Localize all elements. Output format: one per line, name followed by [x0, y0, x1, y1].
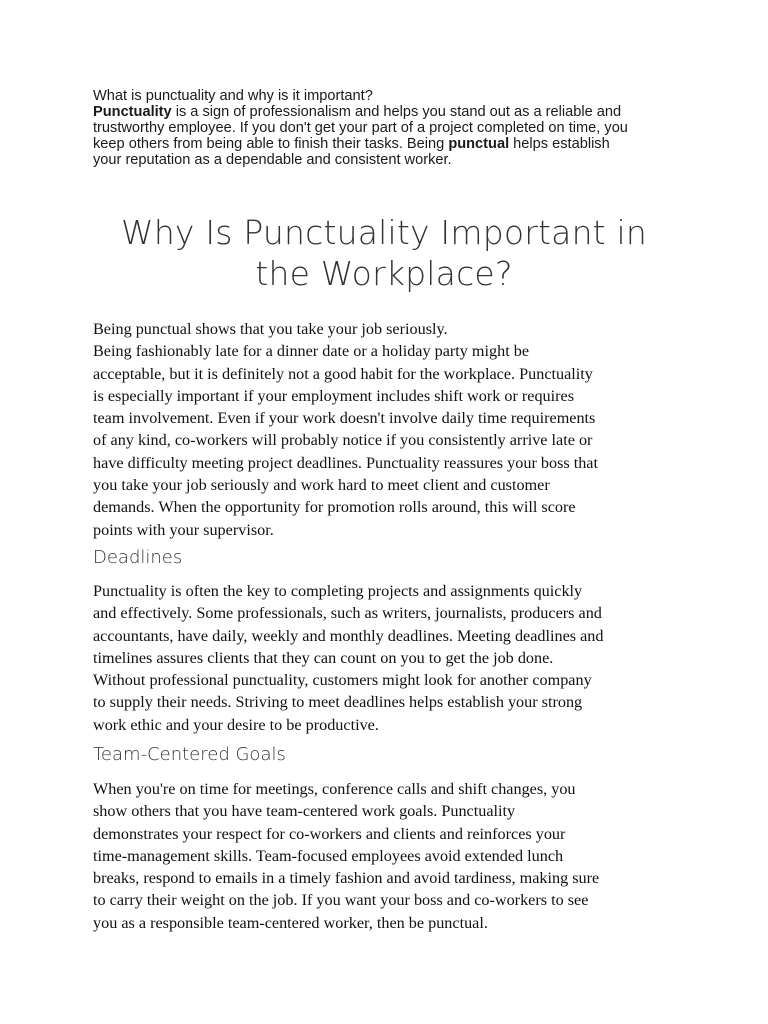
intro-line: trustworthy employee. If you don't get your part of a project completed on time, you	[93, 120, 628, 136]
paragraph-line: show others that you have team-centered work goals. Punctuality	[93, 802, 516, 821]
paragraph-line: you as a responsible team-centered worker, then be punctual.	[93, 913, 488, 932]
paragraph-line: Punctuality is often the key to completing projects and assignments quickly	[93, 582, 583, 600]
paragraph-line: demands. When the opportunity for promotion rolls around, this will score	[93, 498, 576, 517]
intro-line: your reputation as a dependable and consistent worker.	[93, 152, 452, 168]
section-intro-paragraph	[93, 318, 598, 541]
intro-line	[93, 136, 628, 152]
paragraph-line: When you're on time for meetings, conference calls and shift changes, you	[93, 780, 576, 798]
paragraph-line: work ethic and your desire to be productive.	[93, 715, 379, 734]
paragraph-line: have difficulty meeting project deadlines. Punctuality reassures your boss that	[93, 453, 598, 472]
bold-term: punctual	[448, 136, 510, 152]
title-line: Why Is Punctuality Important in	[120, 213, 647, 252]
paragraph-line: Being punctual shows that you take your job seriously.	[93, 320, 448, 338]
paragraph-line: time-management skills. Team-focused employees avoid extended lunch	[93, 846, 564, 865]
intro-text: keep others from being able to finish their tasks. Being	[93, 136, 449, 152]
paragraph-line: to supply their needs. Striving to meet deadlines helps establish your strong	[93, 693, 583, 712]
intro-question: What is punctuality and why is it important?	[93, 88, 373, 104]
paragraph-line: of any kind, co-workers will probably notice if you consistently arrive late or	[93, 431, 593, 450]
paragraph-line: accountants, have daily, weekly and monthly deadlines. Meeting deadlines and	[93, 626, 604, 645]
paragraph-line: and effectively. Some professionals, such as writers, journalists, producers and	[93, 604, 602, 623]
paragraph-line: to carry their weight on the job. If you want your boss and co-workers to see	[93, 891, 589, 910]
page-title	[0, 212, 768, 294]
paragraph-line: Being fashionably late for a dinner date or a holiday party might be	[93, 342, 530, 361]
section-heading-deadlines: Deadlines	[93, 547, 183, 568]
paragraph-line: timelines assures clients that they can count on you to get the job done.	[93, 648, 554, 667]
section-deadlines-paragraph	[93, 580, 604, 736]
intro-block	[93, 88, 628, 168]
intro-line	[93, 104, 628, 120]
paragraph-line: acceptable, but it is definitely not a good habit for the workplace. Punctuality	[93, 364, 593, 383]
section-heading-team-goals: Team-Centered Goals	[93, 744, 286, 765]
paragraph-line: team involvement. Even if your work doesn't involve daily time requirements	[93, 409, 596, 428]
intro-text: is a sign of professionalism and helps you stand out as a reliable and	[171, 104, 622, 120]
intro-text: helps establish	[509, 136, 610, 152]
paragraph-line: Without professional punctuality, customers might look for another company	[93, 671, 592, 690]
paragraph-line: is especially important if your employment includes shift work or requires	[93, 386, 575, 405]
paragraph-line: breaks, respond to emails in a timely fashion and avoid tardiness, making sure	[93, 869, 600, 888]
bold-term: Punctuality	[93, 104, 172, 120]
title-line: the Workplace?	[255, 254, 513, 293]
paragraph-line: you take your job seriously and work hard to meet client and customer	[93, 476, 550, 495]
section-team-paragraph	[93, 778, 599, 934]
paragraph-line: demonstrates your respect for co-workers and clients and reinforces your	[93, 824, 566, 843]
paragraph-line: points with your supervisor.	[93, 520, 274, 539]
